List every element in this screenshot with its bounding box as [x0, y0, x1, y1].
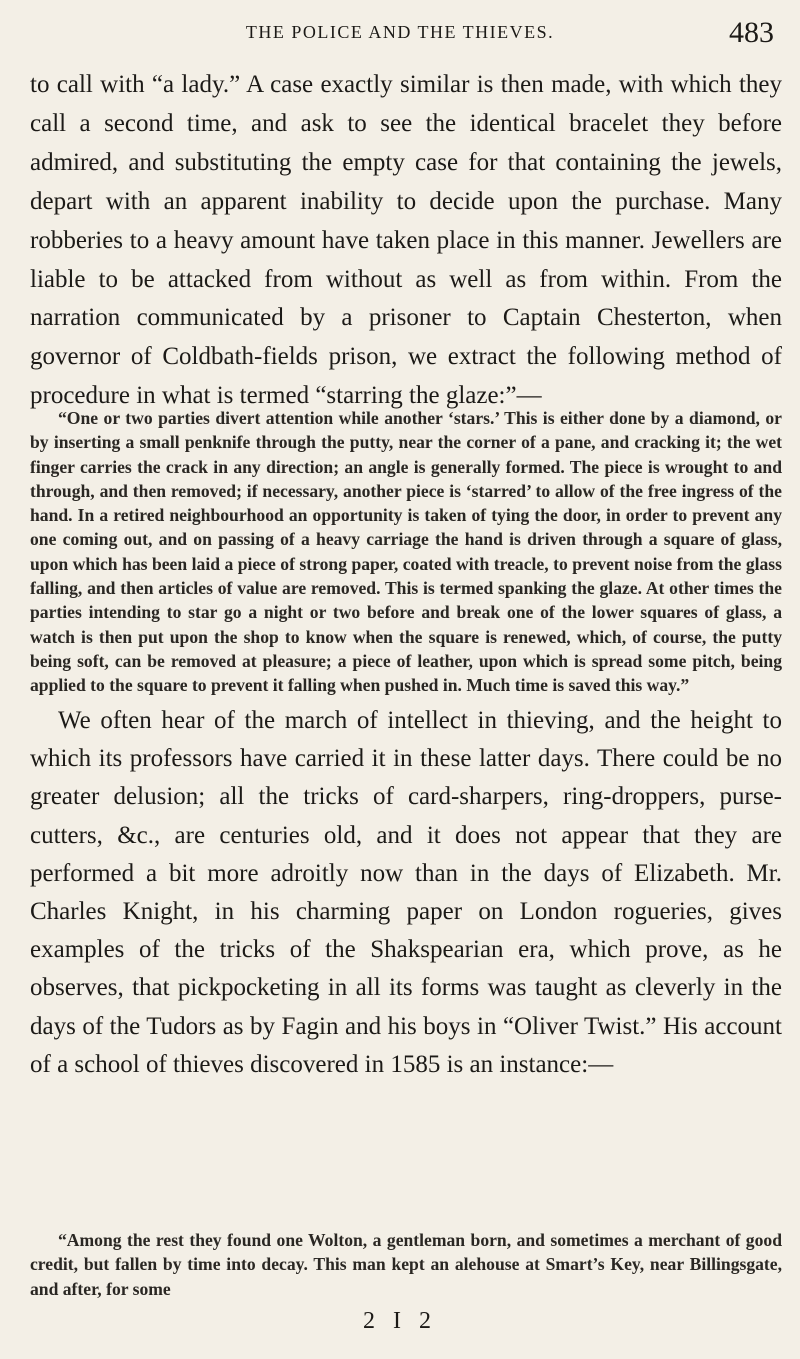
- block-quote-starring-the-glaze: “One or two parties divert attention while another ‘stars.’ This is either done by a diamond, or by inserting a small penknife through the putty, near the corner of a pane, and cracking it; the wet finger carries the crack in any direction; an angle is generally formed. The piece is wrought to and through, and then removed; if necessary, another piece is ‘starred’ to allow of the free ingress of the hand. In a retired neighbourhood an opportunity is taken of tying the door, in order to prevent any one coming out, and on passing of a heavy carriage the hand is driven through a square of glass, upon which has been laid a piece of strong paper, coated with treacle, to prevent noise from the glass falling, and then articles of value are removed. This is termed spanking the glaze. At other times the parties intending to star go a night or two before and break one of the lower squares of glass, a watch is then put upon the shop to know when the square is renewed, which, of course, the putty being soft, can be removed at pleasure; a piece of leather, upon which is spread some pitch, being applied to the square to prevent it falling when pushed in. Much time is saved this way.”: [30, 408, 782, 696]
- block-quote-school-of-thieves: “Among the rest they found one Wolton, a gentleman born, and sometimes a merchant of good credit, but fallen by time into decay. This man kept an alehouse at Smart’s Key, near Billingsgate, and after, for some: [30, 1230, 782, 1299]
- running-head: [0, 14, 800, 54]
- running-title: THE POLICE AND THE THIEVES.: [245, 22, 555, 42]
- page-number: 483: [729, 16, 774, 49]
- body-paragraph-2: We often hear of the march of intellect in thieving, and the height to which its professors have carried it in these latter days. There could be no greater delusion; all the tricks of card-sharpers, ring-droppers, purse-cutters, &c., are centuries old, and it does not appear that they are performed a bit more adroitly now than in the days of Elizabeth. Mr. Charles Knight, in his charming paper on London rogueries, gives examples of the tricks of the Shakspearian era, which prove, as he observes, that pickpocketing in all its forms was taught as cleverly in the days of the Tudors as by Fagin and his boys in “Oliver Twist.” His account of a school of thieves discovered in 1585 is an instance:—: [30, 707, 782, 1078]
- printer-signature-mark: 2 I 2: [363, 1308, 437, 1334]
- body-paragraph-1: to call with “a lady.” A case exactly similar is then made, with which they call a second time, and ask to see the identical bracelet they before admired, and substituting the empty case for that containing the jewels, depart with an apparent inability to decide upon the purchase. Many robberies to a heavy amount have taken place in this manner. Jewellers are liable to be attacked from without as well as from within. From the narration communicated by a prisoner to Captain Chesterton, when governor of Coldbath-fields prison, we extract the following method of procedure in what is termed “starring the glaze:”—: [30, 71, 782, 410]
